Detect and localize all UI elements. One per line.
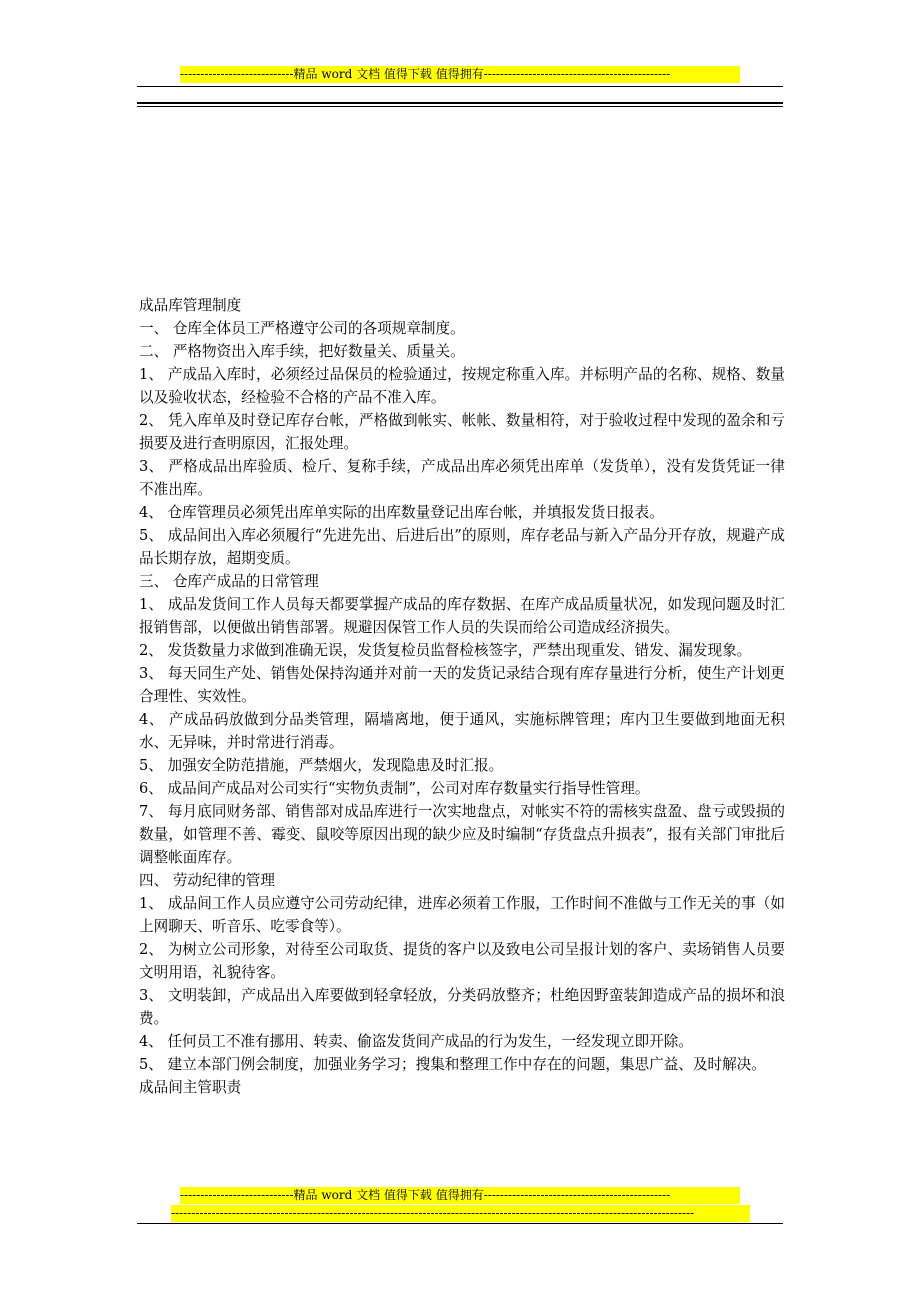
section-paragraph: 2、 发货数量力求做到准确无误，发货复检员监督检核签字，严禁出现重发、错发、漏发现象。 — [139, 642, 752, 659]
document-title: 成品库管理制度 — [139, 297, 242, 314]
section-paragraph: 1、 产成品入库时，必须经过品保员的检验通过，按规定称重入库。并标明产品的名称、规格、数量以及验收状态，经检验不合格的产品不准入库。 — [139, 366, 785, 406]
header-rule-thick-1 — [137, 102, 783, 104]
header-rule-thin — [137, 86, 783, 87]
header-banner: ----------------------------精品 word 文档 值得下载 值得拥有---------------------------------------------- — [180, 66, 740, 83]
section-paragraph: 7、 每月底同财务部、销售部对成品库进行一次实地盘点，对帐实不符的需核实盘盈、盘亏或毁损的数量，如管理不善、霉变、鼠咬等原因出现的缺少应及时编制“存货盘点升损表”，报有关部门审批后调整帐面库存。 — [139, 803, 785, 866]
section-paragraph: 5、 成品间出入库必须履行“先进先出、后进后出”的原则，库存老品与新入产品分开存放，规避产成品长期存放，超期变质。 — [139, 527, 785, 567]
section-paragraph: 3、 文明装卸，产成品出入库要做到轻拿轻放，分类码放整齐；杜绝因野蛮装卸造成产品的损坏和浪费。 — [139, 987, 785, 1027]
section-heading: 成品间主管职责 — [139, 1079, 242, 1096]
section-paragraph: 2、 为树立公司形象，对待至公司取货、提货的客户以及致电公司呈报计划的客户、卖场销售人员要文明用语，礼貌待客。 — [139, 941, 785, 981]
section-paragraph: 4、 仓库管理员必须凭出库单实际的出库数量登记出库台帐，并填报发货日报表。 — [139, 504, 664, 521]
section-paragraph: 二、 严格物资出入库手续，把好数量关、质量关。 — [139, 343, 465, 360]
section-paragraph: 一、 仓库全体员工严格遵守公司的各项规章制度。 — [139, 320, 465, 337]
section-paragraph: 5、 建立本部门例会制度，加强业务学习；搜集和整理工作中存在的问题，集思广益、及时解决。 — [139, 1056, 766, 1073]
section-paragraph: 4、 产成品码放做到分品类管理，隔墙离地，便于通风，实施标牌管理；库内卫生要做到地面无积水、无异味，并时常进行消毒。 — [139, 711, 785, 751]
section-paragraph: 4、 任何员工不准有挪用、转卖、偷盗发货间产成品的行为发生，一经发现立即开除。 — [139, 1033, 693, 1050]
section-heading: 三、 仓库产成品的日常管理 — [139, 573, 319, 590]
footer-banner: ----------------------------精品 word 文档 值得下载 值得拥有---------------------------------------------- — [180, 1187, 740, 1204]
section-paragraph: 5、 加强安全防范措施，严禁烟火，发现隐患及时汇报。 — [139, 757, 504, 774]
header-rule-thin-2 — [137, 106, 783, 107]
section-paragraph: 2、 凭入库单及时登记库存台帐，严格做到帐实、帐帐、数量相符，对于验收过程中发现的盈余和亏损要及进行查明原因，汇报处理。 — [139, 412, 785, 452]
document-body — [139, 294, 785, 1099]
footer-rule — [137, 1223, 783, 1224]
section-paragraph: 3、 严格成品出库验质、检斤、复称手续，产成品出库必须凭出库单（发货单），没有发货凭证一律不准出库。 — [139, 458, 785, 498]
section-paragraph: 1、 成品发货间工作人员每天都要掌握产成品的库存数据、在库产成品质量状况，如发现问题及时汇报销售部，以便做出销售部署。规避因保管工作人员的失误而给公司造成经济损失。 — [139, 596, 785, 636]
footer-banner-dashes: --------------------------------------------------------------------------------------------------------------------------------- — [171, 1205, 750, 1222]
section-heading: 四、 劳动纪律的管理 — [139, 872, 275, 889]
section-paragraph: 3、 每天同生产处、销售处保持沟通并对前一天的发货记录结合现有库存量进行分析，使生产计划更合理性、实效性。 — [139, 665, 785, 705]
section-paragraph: 6、 成品间产成品对公司实行“实物负责制”，公司对库存数量实行指导性管理。 — [139, 780, 650, 797]
section-paragraph: 1、 成品间工作人员应遵守公司劳动纪律，进库必须着工作服，工作时间不准做与工作无关的事（如上网聊天、听音乐、吃零食等）。 — [139, 895, 785, 935]
